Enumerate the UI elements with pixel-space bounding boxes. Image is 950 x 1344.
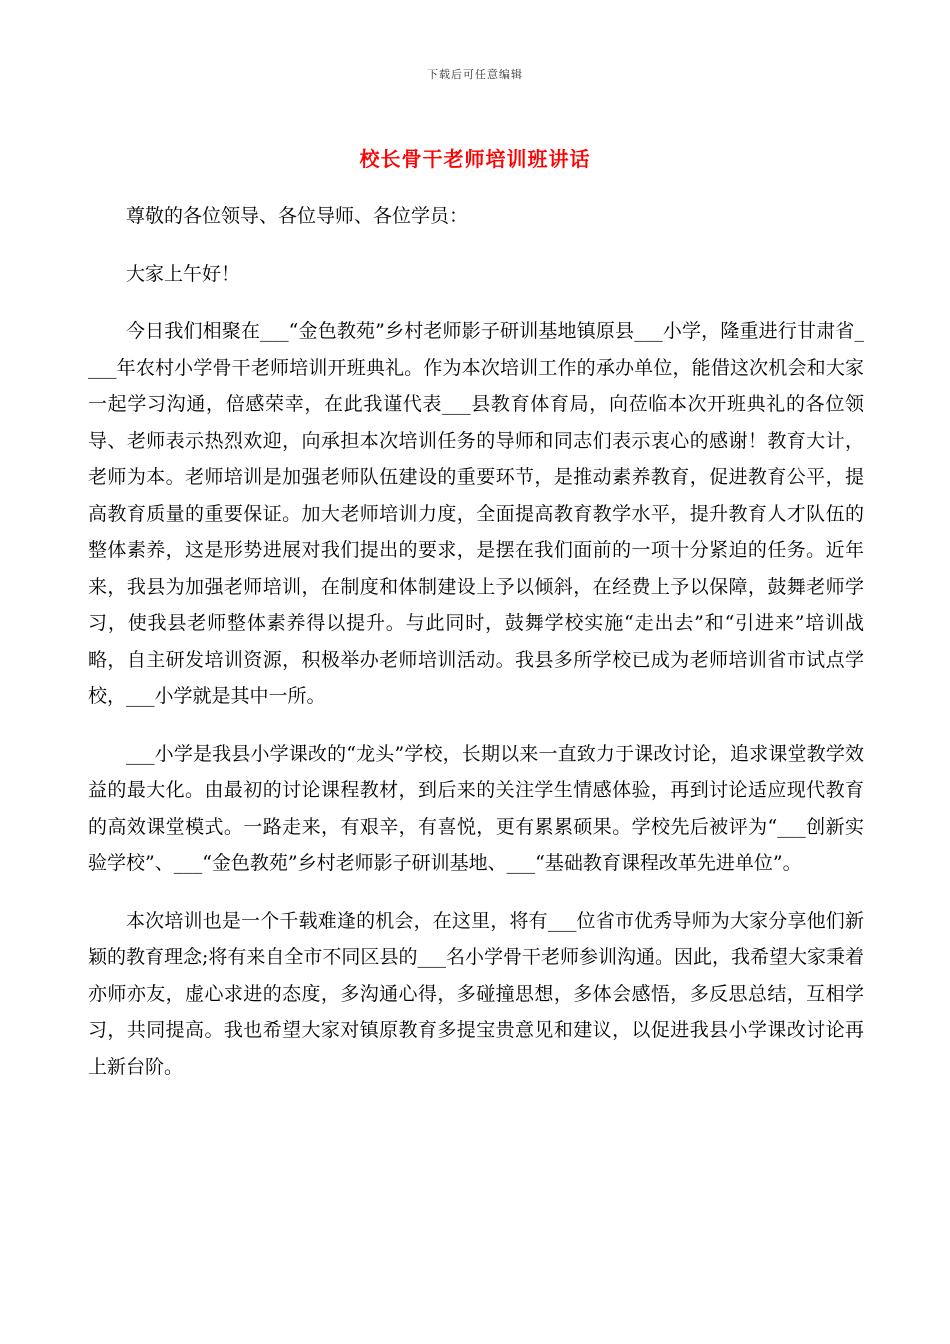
salutation-paragraph: 尊敬的各位领导、各位导师、各位学员： (126, 205, 469, 227)
body-paragraph-1: 今日我们相聚在___“金色教苑”乡村老师影子研训基地镇原县___小学，隆重进行甘肃省____年农村小学骨干老师培训开班典礼。作为本次培训工作的承办单位，能借这次机会和大家一起学习沟通，倍感荣幸，在此我谨代表___县教育体育局，向莅临本次开班典礼的各位领导、老师表示热烈欢迎，向承担本次培训任务的导师和同志们表示衷心的感谢！教育大计，老师为本。老师培训是加强老师队伍建设的重要环节，是推动素养教育，促进教育公平，提高教育质量的重要保证。加大老师培训力度，全面提高教育教学水平，提升教育人才队伍的整体素养，这是形势进展对我们提出的要求，是摆在我们面前的一项十分紧迫的任务。近年来，我县为加强老师培训，在制度和体制建设上予以倾斜，在经费上予以保障，鼓舞老师学习，使我县老师整体素养得以提升。与此同时，鼓舞学校实施“走出去”和“引进来”培训战略，自主研发培训资源，积极举办老师培训活动。我县多所学校已成为老师培训省市试点学校，___小学就是其中一所。 (88, 320, 864, 707)
body-paragraph-3: 本次培训也是一个千载难逢的机会，在这里，将有___位省市优秀导师为大家分享他们新颖的教育理念;将有来自全市不同区县的___名小学骨干老师参训沟通。因此，我希望大家秉着亦师亦友，虚心求进的态度，多沟通心得，多碰撞思想，多体会感悟，多反思总结，互相学习，共同提高。我也希望大家对镇原教育多提宝贵意见和建议，以促进我县小学课改讨论再上新台阶。 (88, 909, 864, 1078)
body-paragraph-2: ___小学是我县小学课改的“龙头”学校，长期以来一直致力于课改讨论，追求课堂教学效益的最大化。由最初的讨论课程教材，到后来的关注学生情感体验，再到讨论适应现代教育的高效课堂模式。一路走来，有艰辛，有喜悦，更有累累硕果。学校先后被评为“___创新实验学校”、___“金色教苑”乡村老师影子研训基地、___“基础教育课程改革先进单位”。 (88, 742, 864, 874)
document-title: 校长骨干老师培训班讲话 (359, 147, 591, 171)
greeting-paragraph: 大家上午好！ (126, 262, 241, 285)
document-body (88, 198, 864, 1106)
header-note: 下载后可任意编辑 (427, 68, 523, 81)
